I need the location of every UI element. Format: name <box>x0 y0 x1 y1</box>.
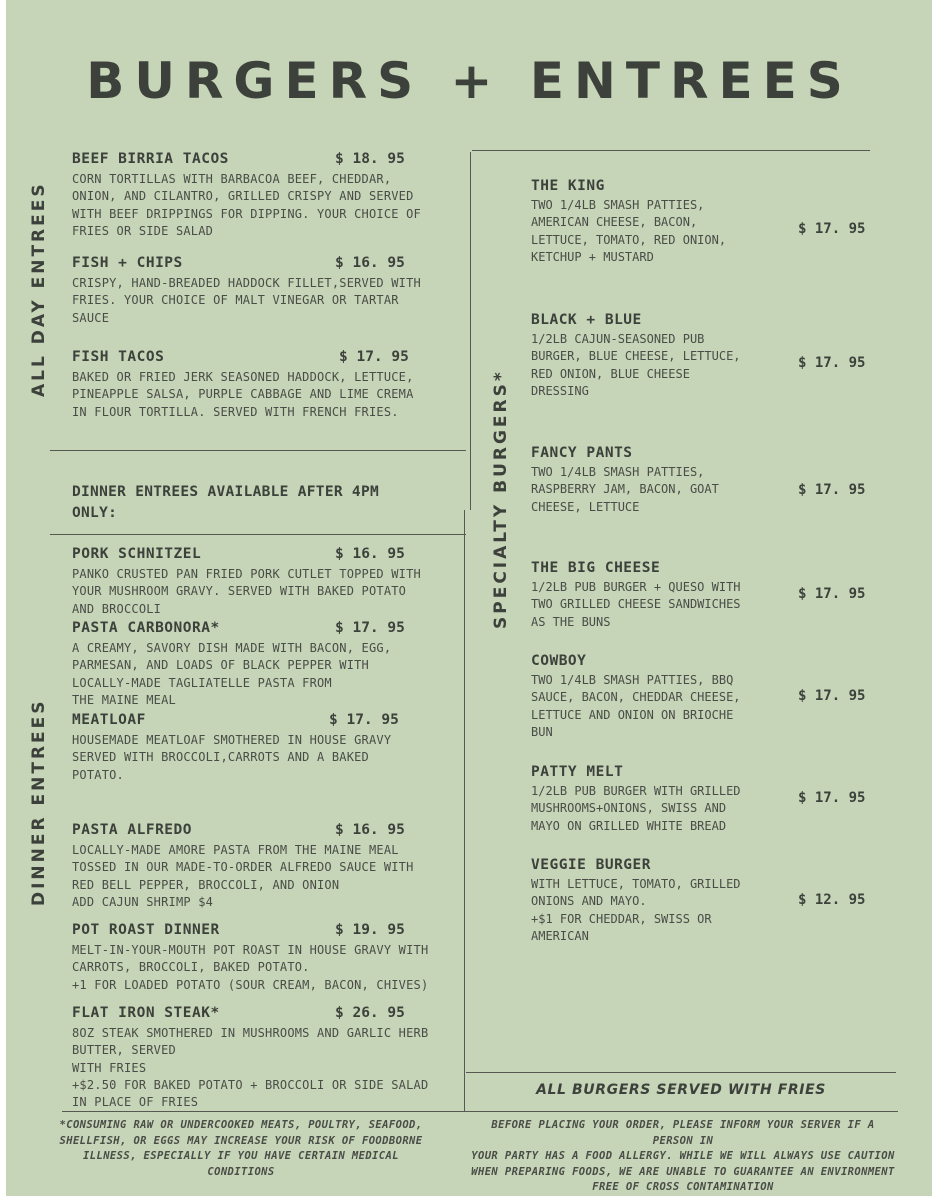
fries-note: ALL BURGERS SERVED WITH FRIES <box>536 1082 826 1098</box>
item-name: VEGGIE BURGER <box>531 857 651 873</box>
item-description: BAKED OR FRIED JERK SEASONED HADDOCK, LETTUCE, PINEAPPLE SALSA, PURPLE CABBAGE AND LIME CREMA IN FLOUR TORTILLA. SERVED WITH FRENCH FRIES. <box>72 370 414 419</box>
item-name: PASTA ALFREDO <box>72 822 192 838</box>
burger-price-the-king: $ 17. 95 <box>798 221 866 237</box>
item-name: COWBOY <box>531 653 587 669</box>
item-description: 1/2LB CAJUN-SEASONED PUB BURGER, BLUE CHEESE, LETTUCE, RED ONION, BLUE CHEESE DRESSING <box>531 332 741 398</box>
item-description: PANKO CRUSTED PAN FRIED PORK CUTLET TOPPED WITH YOUR MUSHROOM GRAVY. SERVED WITH BAKED POTATO AND BROCCOLI <box>72 567 421 616</box>
item-name: FLAT IRON STEAK* <box>72 1005 220 1021</box>
center-vertical-divider-lower <box>464 510 465 1112</box>
item-price: $ 26. 95 <box>335 1005 405 1021</box>
menu-item-fish-tacos <box>72 349 462 421</box>
menu-item-pot-roast-dinner <box>72 922 462 994</box>
menu-item-flat-iron-steak <box>72 1005 462 1111</box>
item-description: A CREAMY, SAVORY DISH MADE WITH BACON, EGG, PARMESAN, AND LOADS OF BLACK PEPPER WITH LOCALLY-MADE TAGLIATELLE PASTA FROM THE MAINE MEAL <box>72 641 392 707</box>
burger-price-patty-melt: $ 17. 95 <box>798 790 866 806</box>
burger-price-veggie-burger: $ 12. 95 <box>798 892 866 908</box>
item-description: 1/2LB PUB BURGER + QUESO WITH TWO GRILLED CHEESE SANDWICHES AS THE BUNS <box>531 580 741 629</box>
item-name: THE KING <box>531 178 605 194</box>
item-description: 1/2LB PUB BURGER WITH GRILLED MUSHROOMS+ONIONS, SWISS AND MAYO ON GRILLED WHITE BREAD <box>531 784 741 833</box>
item-description: TWO 1/4LB SMASH PATTIES, BBQ SAUCE, BACON, CHEDDAR CHEESE, LETTUCE AND ONION ON BRIOCHE BUN <box>531 673 741 739</box>
item-name: POT ROAST DINNER <box>72 922 220 938</box>
section-label-specialty: SPECIALTY BURGERS* <box>491 369 511 629</box>
menu-item-meatloaf <box>72 712 462 784</box>
item-price: $ 16. 95 <box>335 822 405 838</box>
item-price: $ 18. 95 <box>335 151 405 167</box>
item-name: PORK SCHNITZEL <box>72 546 202 562</box>
fries-note-top-divider <box>466 1072 896 1073</box>
burger-price-the-big-cheese: $ 17. 95 <box>798 586 866 602</box>
item-description: TWO 1/4LB SMASH PATTIES, RASPBERRY JAM, BACON, GOAT CHEESE, LETTUCE <box>531 465 719 514</box>
item-price: $ 16. 95 <box>335 546 405 562</box>
dinner-availability-notice: DINNER ENTREES AVAILABLE AFTER 4PM ONLY: <box>72 484 380 521</box>
item-name: PASTA CARBONORA* <box>72 620 220 636</box>
item-name: FISH + CHIPS <box>72 255 183 271</box>
item-description: LOCALLY-MADE AMORE PASTA FROM THE MAINE MEAL TOSSED IN OUR MADE-TO-ORDER ALFREDO SAUCE WITH RED BELL PEPPER, BROCCOLI, AND ONION ADD CAJUN SHRIMP $4 <box>72 843 414 909</box>
menu-item-fish-chips <box>72 255 462 327</box>
item-name: FISH TACOS <box>72 349 165 365</box>
item-name: BLACK + BLUE <box>531 312 642 328</box>
burger-price-fancy-pants: $ 17. 95 <box>798 482 866 498</box>
item-name: FANCY PANTS <box>531 445 633 461</box>
all-day-bottom-divider <box>50 450 466 451</box>
item-price: $ 16. 95 <box>335 255 405 271</box>
item-description: MELT-IN-YOUR-MOUTH POT ROAST IN HOUSE GRAVY WITH CARROTS, BROCCOLI, BAKED POTATO. +1 FOR LOADED POTATO (SOUR CREAM, BACON, CHIVES) <box>72 943 429 992</box>
menu-item-pork-schnitzel <box>72 546 462 618</box>
menu-item-beef-birria-tacos <box>72 151 462 240</box>
item-description: WITH LETTUCE, TOMATO, GRILLED ONIONS AND MAYO. +$1 FOR CHEDDAR, SWISS OR AMERICAN <box>531 877 741 943</box>
item-price: $ 19. 95 <box>335 922 405 938</box>
menu-item-pasta-carbonora <box>72 620 462 709</box>
item-name: MEATLOAF <box>72 712 146 728</box>
item-price: $ 17. 95 <box>329 712 399 728</box>
menu-item-pasta-alfredo <box>72 822 462 911</box>
section-label-dinner: DINNER ENTREES <box>29 698 49 906</box>
section-label-all-day: ALL DAY ENTREES <box>29 181 49 397</box>
burger-price-black-blue: $ 17. 95 <box>798 355 866 371</box>
item-name: PATTY MELT <box>531 764 624 780</box>
burger-item-fancy-pants <box>531 445 861 516</box>
center-vertical-divider <box>470 152 471 510</box>
item-description: CORN TORTILLAS WITH BARBACOA BEEF, CHEDDAR, ONION, AND CILANTRO, GRILLED CRISPY AND SERVED WITH BEEF DRIPPINGS FOR DIPPING. YOUR CHOICE OF FRIES OR SIDE SALAD <box>72 172 421 238</box>
burger-price-cowboy: $ 17. 95 <box>798 688 866 704</box>
top-divider <box>472 150 870 151</box>
item-description: TWO 1/4LB SMASH PATTIES, AMERICAN CHEESE, BACON, LETTUCE, TOMATO, RED ONION, KETCHUP + MUSTARD <box>531 198 727 264</box>
item-name: THE BIG CHEESE <box>531 560 661 576</box>
item-description: 8OZ STEAK SMOTHERED IN MUSHROOMS AND GARLIC HERB BUTTER, SERVED WITH FRIES +$2.50 FOR BAKED POTATO + BROCCOLI OR SIDE SALAD IN PLACE OF FRIES <box>72 1026 429 1110</box>
item-price: $ 17. 95 <box>335 620 405 636</box>
item-name: BEEF BIRRIA TACOS <box>72 151 229 167</box>
page-title: BURGERS + ENTREES <box>86 52 853 110</box>
dinner-notice-divider <box>50 534 466 535</box>
allergy-disclaimer: BEFORE PLACING YOUR ORDER, PLEASE INFORM YOUR SERVER IF A PERSON IN YOUR PARTY HAS A FOOD ALLERGY. WHILE WE WILL ALWAYS USE CAUTION WHEN PREPARING FOODS, WE ARE UNABLE TO GUARANTEE AN ENVIRONMENT FREE OF CROSS CONTAMINATION <box>471 1119 895 1193</box>
raw-food-disclaimer: *CONSUMING RAW OR UNDERCOOKED MEATS, POULTRY, SEAFOOD, SHELLFISH, OR EGGS MAY INCREASE YOUR RISK OF FOODBORNE ILLNESS, ESPECIALLY IF YOU HAVE CERTAIN MEDICAL CONDITIONS <box>59 1119 423 1178</box>
item-price: $ 17. 95 <box>339 349 409 365</box>
item-description: CRISPY, HAND-BREADED HADDOCK FILLET,SERVED WITH FRIES. YOUR CHOICE OF MALT VINEGAR OR TARTAR SAUCE <box>72 276 421 325</box>
item-description: HOUSEMADE MEATLOAF SMOTHERED IN HOUSE GRAVY SERVED WITH BROCCOLI,CARROTS AND A BAKED POTATO. <box>72 733 392 782</box>
